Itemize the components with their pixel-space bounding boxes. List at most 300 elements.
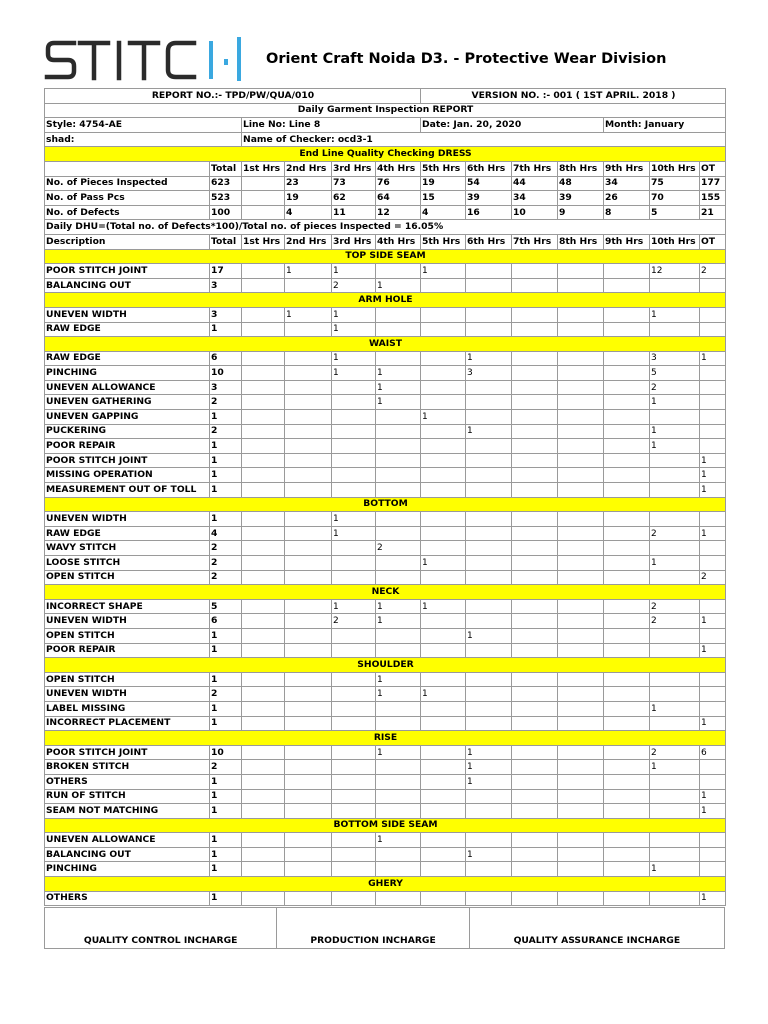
defect-count <box>512 512 558 527</box>
defect-count <box>700 380 726 395</box>
defect-count <box>512 862 558 877</box>
defect-count <box>650 804 700 819</box>
defect-count <box>466 410 512 425</box>
hour-header: 10th Hrs <box>650 161 700 176</box>
defect-count <box>650 643 700 658</box>
defect-count <box>421 278 466 293</box>
defect-count <box>700 687 726 702</box>
defect-count: 1 <box>466 628 512 643</box>
defect-count <box>558 512 604 527</box>
defect-count <box>466 483 512 498</box>
defect-count: 3 <box>466 366 512 381</box>
defect-row <box>45 322 726 337</box>
defect-count <box>512 716 558 731</box>
defect-row <box>45 891 726 906</box>
defect-count <box>604 804 650 819</box>
defect-count: 1 <box>376 833 421 848</box>
defect-count <box>376 483 421 498</box>
hour-header: 5th Hrs <box>421 161 466 176</box>
defect-count <box>332 643 376 658</box>
defect-count <box>700 556 726 571</box>
summary-label: No. of Pass Pcs <box>45 191 210 206</box>
defect-count <box>512 614 558 629</box>
defect-count <box>332 804 376 819</box>
section-header <box>45 585 726 600</box>
defect-label: PUCKERING <box>45 424 210 439</box>
defect-count <box>421 453 466 468</box>
summary-value: 155 <box>700 191 726 206</box>
summary-value: 19 <box>421 176 466 191</box>
defect-row <box>45 453 726 468</box>
defect-count <box>421 307 466 322</box>
defect-row <box>45 862 726 877</box>
defect-count <box>285 862 332 877</box>
defect-count <box>512 833 558 848</box>
defect-count <box>242 687 285 702</box>
defect-count <box>332 556 376 571</box>
defect-count: 2 <box>700 264 726 279</box>
defect-count <box>604 687 650 702</box>
defect-total: 1 <box>210 453 242 468</box>
defect-count <box>604 599 650 614</box>
defect-count <box>285 380 332 395</box>
defect-row <box>45 512 726 527</box>
defect-count: 1 <box>421 410 466 425</box>
defect-count <box>285 643 332 658</box>
defect-total: 1 <box>210 512 242 527</box>
defect-count <box>285 847 332 862</box>
hour-header: OT <box>700 161 726 176</box>
signature-row <box>44 907 725 949</box>
defect-count <box>466 380 512 395</box>
defect-total: 3 <box>210 278 242 293</box>
summary-value: 73 <box>332 176 376 191</box>
defect-total: 1 <box>210 847 242 862</box>
defect-count <box>466 453 512 468</box>
defect-count <box>285 410 332 425</box>
shad-field: shad: <box>45 132 242 147</box>
defect-count <box>332 395 376 410</box>
defect-total: 1 <box>210 672 242 687</box>
defect-count <box>421 439 466 454</box>
summary-row <box>45 205 726 220</box>
defect-count <box>512 599 558 614</box>
defect-count <box>604 716 650 731</box>
defect-count: 1 <box>421 599 466 614</box>
summary-value: 26 <box>604 191 650 206</box>
defect-label: RAW EDGE <box>45 351 210 366</box>
defect-count <box>466 512 512 527</box>
hour-header: 6th Hrs <box>466 234 512 249</box>
stitch-logo <box>44 33 244 85</box>
defect-count <box>558 366 604 381</box>
defect-count <box>558 526 604 541</box>
defect-count <box>700 307 726 322</box>
defect-count <box>604 833 650 848</box>
defect-count <box>285 468 332 483</box>
defect-label: UNEVEN ALLOWANCE <box>45 380 210 395</box>
defect-count <box>421 701 466 716</box>
defect-count <box>558 643 604 658</box>
defect-count <box>466 599 512 614</box>
defect-count <box>604 774 650 789</box>
defect-total: 4 <box>210 526 242 541</box>
defect-count <box>376 512 421 527</box>
defect-row <box>45 847 726 862</box>
defect-count <box>558 556 604 571</box>
defect-count <box>558 760 604 775</box>
defect-count <box>700 424 726 439</box>
hour-header: Total <box>210 234 242 249</box>
defect-count <box>512 264 558 279</box>
defect-count <box>512 307 558 322</box>
division-title: Orient Craft Noida D3. - Protective Wear Division <box>266 51 667 67</box>
defect-label: OTHERS <box>45 774 210 789</box>
defect-row <box>45 424 726 439</box>
summary-value: 623 <box>210 176 242 191</box>
defect-count <box>242 483 285 498</box>
summary-value: 10 <box>512 205 558 220</box>
defect-row <box>45 643 726 658</box>
hour-header: 5th Hrs <box>421 234 466 249</box>
defect-count <box>650 833 700 848</box>
defect-count: 1 <box>700 483 726 498</box>
summary-value: 11 <box>332 205 376 220</box>
defect-count <box>558 833 604 848</box>
defect-count <box>285 672 332 687</box>
defect-count <box>512 541 558 556</box>
defect-count: 1 <box>650 760 700 775</box>
defect-count <box>285 891 332 906</box>
defect-label: MISSING OPERATION <box>45 468 210 483</box>
date-field: Date: Jan. 20, 2020 <box>421 118 604 133</box>
defect-count <box>332 891 376 906</box>
defect-count: 1 <box>285 264 332 279</box>
defect-count <box>285 366 332 381</box>
defect-count <box>558 380 604 395</box>
defect-count <box>285 556 332 571</box>
defect-count: 1 <box>376 614 421 629</box>
defect-count <box>558 439 604 454</box>
defect-count <box>604 745 650 760</box>
defect-count <box>604 278 650 293</box>
defect-row <box>45 439 726 454</box>
defect-label: INCORRECT PLACEMENT <box>45 716 210 731</box>
defect-count <box>700 672 726 687</box>
defect-count <box>466 891 512 906</box>
defect-count <box>242 760 285 775</box>
defect-total: 1 <box>210 483 242 498</box>
defect-count <box>512 701 558 716</box>
defect-count <box>242 804 285 819</box>
defect-count <box>421 351 466 366</box>
defect-count <box>242 847 285 862</box>
defect-count <box>285 760 332 775</box>
defect-count <box>242 395 285 410</box>
section-title: GHERY <box>45 877 726 892</box>
summary-value: 177 <box>700 176 726 191</box>
defect-count <box>650 716 700 731</box>
defect-label: OPEN STITCH <box>45 628 210 643</box>
summary-value: 12 <box>376 205 421 220</box>
line-field: Line No: Line 8 <box>242 118 421 133</box>
defect-count <box>700 774 726 789</box>
defect-count <box>512 351 558 366</box>
defect-count <box>604 847 650 862</box>
defect-count: 2 <box>332 278 376 293</box>
hour-header: 9th Hrs <box>604 234 650 249</box>
defect-count <box>558 264 604 279</box>
defect-count <box>604 891 650 906</box>
defect-count: 1 <box>650 395 700 410</box>
defect-row <box>45 395 726 410</box>
defect-total: 1 <box>210 716 242 731</box>
defect-count <box>512 804 558 819</box>
defect-count: 2 <box>650 526 700 541</box>
defect-count <box>512 380 558 395</box>
defect-total: 1 <box>210 643 242 658</box>
defect-count <box>242 380 285 395</box>
summary-value <box>242 191 285 206</box>
defect-count <box>242 278 285 293</box>
report-number: REPORT NO.:- TPD/PW/QUA/010 <box>45 89 421 104</box>
defect-count <box>650 628 700 643</box>
hour-header: 6th Hrs <box>466 161 512 176</box>
defect-count <box>242 701 285 716</box>
defect-count <box>604 395 650 410</box>
defect-count <box>421 643 466 658</box>
defect-count: 1 <box>332 322 376 337</box>
defect-count: 1 <box>466 847 512 862</box>
defect-count: 1 <box>650 701 700 716</box>
defect-count: 1 <box>285 307 332 322</box>
section-header <box>45 249 726 264</box>
defect-count <box>650 410 700 425</box>
defect-count <box>376 760 421 775</box>
defect-count <box>700 628 726 643</box>
defect-count <box>650 891 700 906</box>
defect-label: PINCHING <box>45 366 210 381</box>
defect-count <box>650 847 700 862</box>
defect-count <box>512 439 558 454</box>
defect-count <box>421 847 466 862</box>
defect-total: 1 <box>210 322 242 337</box>
defect-count <box>421 468 466 483</box>
defect-count <box>512 774 558 789</box>
defect-count <box>332 453 376 468</box>
defect-total: 1 <box>210 774 242 789</box>
defect-count <box>604 512 650 527</box>
summary-value: 62 <box>332 191 376 206</box>
defect-label: UNEVEN WIDTH <box>45 614 210 629</box>
defect-total: 10 <box>210 366 242 381</box>
hour-header: 7th Hrs <box>512 161 558 176</box>
defect-count <box>650 687 700 702</box>
defect-count <box>242 322 285 337</box>
defect-count <box>376 322 421 337</box>
defect-count <box>421 380 466 395</box>
defect-count <box>604 526 650 541</box>
defect-count <box>242 833 285 848</box>
defect-count <box>512 789 558 804</box>
defect-count: 1 <box>650 307 700 322</box>
version-number: VERSION NO. :- 001 ( 1ST APRIL. 2018 ) <box>421 89 726 104</box>
defect-label: POOR STITCH JOINT <box>45 453 210 468</box>
defect-count <box>421 804 466 819</box>
defect-count: 1 <box>421 264 466 279</box>
defect-label: UNEVEN WIDTH <box>45 512 210 527</box>
defect-count <box>421 483 466 498</box>
defect-count: 1 <box>376 745 421 760</box>
defect-count <box>285 351 332 366</box>
summary-value: 34 <box>512 191 558 206</box>
defect-count <box>700 833 726 848</box>
signature-quality-control: QUALITY CONTROL INCHARGE <box>45 908 277 948</box>
defect-count <box>376 716 421 731</box>
defect-count <box>650 322 700 337</box>
defect-count <box>285 541 332 556</box>
defect-count <box>242 264 285 279</box>
defect-count <box>242 424 285 439</box>
defect-count: 1 <box>466 745 512 760</box>
defect-row <box>45 351 726 366</box>
defect-count: 1 <box>332 307 376 322</box>
defect-count: 1 <box>700 804 726 819</box>
defect-count <box>285 701 332 716</box>
summary-value: 21 <box>700 205 726 220</box>
defect-count: 1 <box>650 556 700 571</box>
defect-count <box>700 322 726 337</box>
dhu-text: Daily DHU=(Total no. of Defects*100)/Total no. of pieces Inspected = 16.05% <box>45 220 726 235</box>
defect-count <box>604 672 650 687</box>
defect-count <box>285 424 332 439</box>
defect-total: 1 <box>210 439 242 454</box>
section-header <box>45 337 726 352</box>
defect-count <box>242 453 285 468</box>
defect-count: 1 <box>332 351 376 366</box>
hour-header: 4th Hrs <box>376 234 421 249</box>
defect-label: POOR REPAIR <box>45 439 210 454</box>
defect-count <box>512 570 558 585</box>
defect-row <box>45 468 726 483</box>
defect-count <box>466 862 512 877</box>
defect-label: RUN OF STITCH <box>45 789 210 804</box>
report-name: Daily Garment Inspection REPORT <box>45 103 726 118</box>
summary-value: 70 <box>650 191 700 206</box>
summary-value: 64 <box>376 191 421 206</box>
defect-count <box>421 789 466 804</box>
defect-count <box>242 541 285 556</box>
defect-count <box>512 468 558 483</box>
defect-count: 1 <box>700 351 726 366</box>
defect-count <box>512 322 558 337</box>
defect-count <box>558 862 604 877</box>
defect-count <box>558 687 604 702</box>
defect-count <box>421 891 466 906</box>
defect-count <box>700 410 726 425</box>
summary-value: 44 <box>512 176 558 191</box>
defect-row <box>45 701 726 716</box>
defect-count <box>604 760 650 775</box>
defect-count <box>376 424 421 439</box>
defect-row <box>45 410 726 425</box>
defect-total: 1 <box>210 701 242 716</box>
summary-value: 76 <box>376 176 421 191</box>
defect-count <box>376 643 421 658</box>
defect-total: 2 <box>210 541 242 556</box>
section-title: RISE <box>45 731 726 746</box>
section-title: ARM HOLE <box>45 293 726 308</box>
defect-count <box>512 366 558 381</box>
hour-header: 1st Hrs <box>242 234 285 249</box>
defect-count: 1 <box>376 395 421 410</box>
defect-row <box>45 556 726 571</box>
defect-count: 1 <box>700 468 726 483</box>
defect-count <box>332 687 376 702</box>
defect-count <box>242 351 285 366</box>
hour-header: 2nd Hrs <box>285 161 332 176</box>
defect-count <box>285 716 332 731</box>
defect-row <box>45 264 726 279</box>
defect-row <box>45 672 726 687</box>
defect-count <box>604 380 650 395</box>
defect-count <box>558 468 604 483</box>
defect-count <box>285 278 332 293</box>
defect-count <box>466 322 512 337</box>
defect-count: 1 <box>700 716 726 731</box>
defect-count <box>558 322 604 337</box>
hour-header: Total <box>210 161 242 176</box>
defect-count <box>558 716 604 731</box>
defect-count <box>512 847 558 862</box>
defect-count <box>421 614 466 629</box>
defect-count: 1 <box>376 672 421 687</box>
style-field: Style: 4754-AE <box>45 118 242 133</box>
hour-header: OT <box>700 234 726 249</box>
defect-count <box>242 891 285 906</box>
blank-cell <box>45 161 210 176</box>
defect-count <box>242 366 285 381</box>
checker-field: Name of Checker: ocd3-1 <box>242 132 726 147</box>
defect-count <box>558 410 604 425</box>
end-line-title: End Line Quality Checking DRESS <box>45 147 726 162</box>
defect-count: 1 <box>332 366 376 381</box>
summary-value: 34 <box>604 176 650 191</box>
defect-count <box>421 395 466 410</box>
defect-row <box>45 789 726 804</box>
defect-label: BROKEN STITCH <box>45 760 210 775</box>
defect-label: UNEVEN GATHERING <box>45 395 210 410</box>
summary-value: 8 <box>604 205 650 220</box>
defect-count <box>421 424 466 439</box>
section-header <box>45 731 726 746</box>
defect-count <box>376 307 421 322</box>
defect-count <box>285 599 332 614</box>
defect-total: 6 <box>210 351 242 366</box>
defect-count <box>285 614 332 629</box>
defect-count <box>700 512 726 527</box>
defect-label: INCORRECT SHAPE <box>45 599 210 614</box>
defect-label: OPEN STITCH <box>45 672 210 687</box>
defect-count <box>466 701 512 716</box>
defect-count <box>558 424 604 439</box>
defect-count <box>332 760 376 775</box>
defect-count <box>376 351 421 366</box>
defect-count <box>512 628 558 643</box>
defect-count <box>604 410 650 425</box>
defect-total: 1 <box>210 410 242 425</box>
defect-count <box>242 556 285 571</box>
